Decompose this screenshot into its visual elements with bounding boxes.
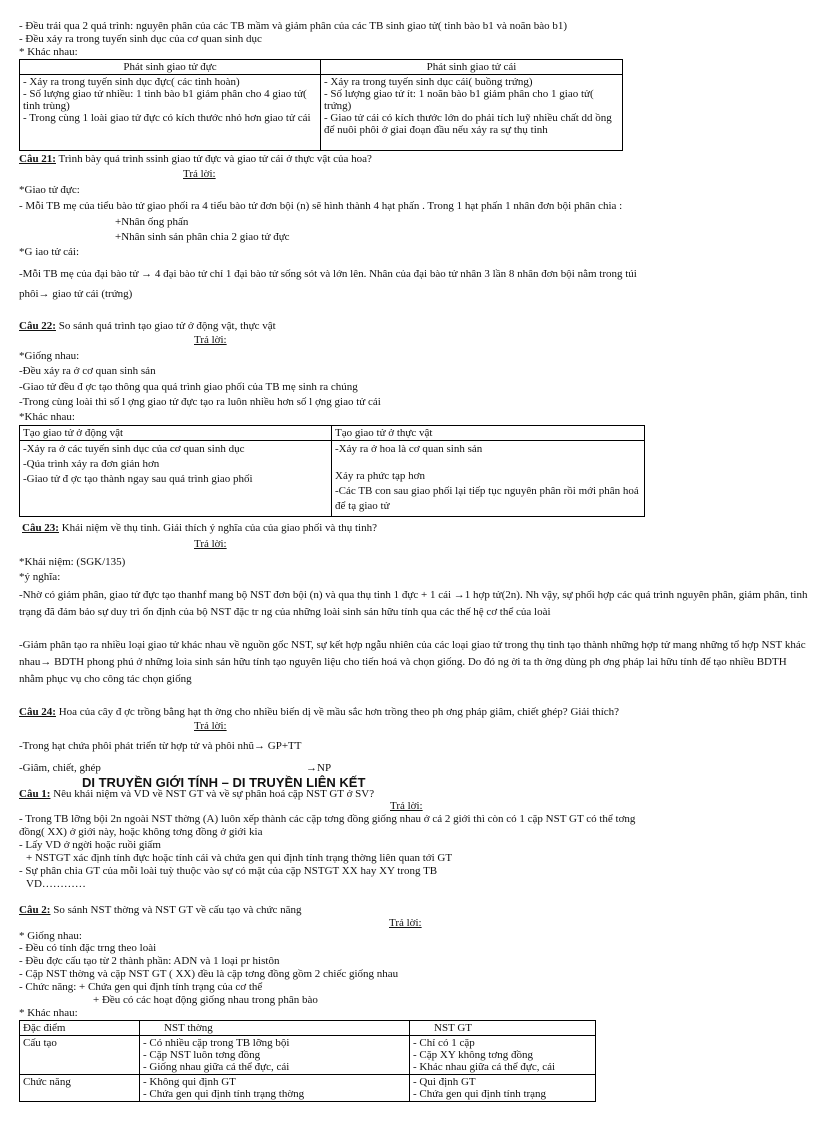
text-line: -Giao tử đều đ ợc tạo thông qua quá trình giao phối của TB mẹ sinh ra chúng: [19, 381, 358, 393]
question-24: Câu 24: Hoa của cây đ ợc trồng bằng hạt th ờng cho nhiều biến dị về mầu sắc hơn trồng theo ph ơng pháp giâm, chiết ghép? Giải thích?: [19, 706, 620, 718]
section-title: DI TRUYỀN GIỚI TÍNH – DI TRUYỀN LIÊN KẾT: [82, 775, 366, 790]
table-cell: -Xảy ra ở các tuyến sinh dục của cơ quan sinh dục -Qúa trình xảy ra đơn giản hơn -Giao tử đ ợc tạo thành ngay sau quá trình giao phối: [20, 441, 332, 517]
table-cell: - Xảy ra trong tuyến sinh dục cái( buồng trứng) - Số lượng giao tử ít: 1 noãn bào b1 giảm phân cho 1 giao tử( trứng) - Giao tử cái có kích thước lớn do phải tích luỹ nhiều chất dd ồng để nuôi phôi ở giai đoạn đầu nếu xảy ra sự thụ tinh: [321, 75, 623, 151]
text-line: * Khác nhau:: [19, 1007, 78, 1019]
answer-label: Trả lời:: [389, 917, 422, 929]
text-line: - Cặp NST thờng và cặp NST GT ( XX) đều là cặp tơng đồng gồm 2 chiếc giống nhau: [19, 968, 399, 980]
table-cell: - Qui định GT - Chứa gen qui định tính trạng: [410, 1075, 596, 1102]
text-line: - Trong TB lỡng bội 2n ngoài NST thờng (A) luôn xếp thành các cặp tơng đồng giống nhau ở cả 2 giới thì còn có 1 cặp NST GT có thể tơng: [19, 813, 636, 825]
text-line: -Mỗi TB mẹ của đại bào tử → 4 đại bào tử chỉ 1 đại bào tử sống sót và lớn lên. Nhân của đại bào tử nhân 3 lần 8 nhân đơn bội nằm trong túi: [19, 268, 637, 280]
comparison-table-gametogenesis: [19, 59, 623, 151]
text-line: * Khác nhau:: [19, 46, 78, 58]
text-line: -Trong hạt chứa phôi phát triển từ hợp tử và phôi nhũ→ GP+TT: [19, 740, 302, 752]
table-header: Tạo giao tử ở động vật: [20, 426, 332, 441]
question-21: Câu 21: Trình bày quá trình ssinh giao tử đực và giao tử cái ở thực vật của hoa?: [19, 153, 372, 165]
text-line: *Khác nhau:: [19, 411, 75, 423]
text-line: -Trong cùng loài thì số l ợng giao tử đực tạo ra luôn nhiều hơn số l ợng giao tử cái: [19, 396, 381, 408]
table-cell: Chức năng: [20, 1075, 140, 1102]
question-1: Câu 1: Nêu khái niệm và VD về NST GT và về sự phân hoá cặp NST GT ở SV?: [19, 788, 375, 800]
text-line: +Nhân sinh sản phân chia 2 giao tử đực: [115, 231, 290, 243]
table-cell: Cấu tạo: [20, 1036, 140, 1075]
table-cell: -Xảy ra ở hoa là cơ quan sinh sản Xảy ra phức tạp hơn -Các TB con sau giao phối lại tiếp tục nguyên phân rồi mới phân hoá để tạ giao tử: [332, 441, 645, 517]
text-line: đồng( XX) ở giới này, hoặc không tơng đồng ở giới kia: [19, 826, 263, 838]
text-line: *G iao tử cái:: [19, 246, 80, 258]
paragraph: -Giảm phân tạo ra nhiều loại giao tử khác nhau về nguồn gốc NST, sự kết hợp ngẫu nhiên của các loại giao tử trong thụ tinh tạo thành những hợp tử mang những tổ hợp NST khác nhau→ BDTH phong phú ở những loìa sinh sản hữu tính tạo nguyên liệu cho tiến hoá và chọn giống. Do đó ng ời ta th ờng dùng ph ơng pháp lai hữu tính để tạo nhiều BDTH nhằm phục vụ cho công tác chọn giống: [19, 639, 806, 685]
paragraph: -Nhờ có giảm phân, giao tử đực tạo thanhf mang bộ NST đơn bội (n) và qua thụ tinh 1 đực + 1 cái →1 hợp tử(2n). Nh vậy, sự phối hợp các quá trình nguyên phân, giảm phân, tinh trạng đã đảm bảo sự duy trì ổn định của bộ NST đặc tr ng của những loài sinh sản hữu tính qua các thế hệ cơ thể của loài: [19, 589, 808, 618]
table-header: Phát sinh giao tử đực: [20, 60, 321, 75]
text-line: *Khái niệm: (SGK/135): [19, 556, 126, 568]
text-line: - Sự phân chia GT của mỗi loài tuỳ thuộc vào sự có mặt của cặp NSTGT XX hay XY trong TB: [19, 865, 438, 877]
text-line: - Mỗi TB mẹ của tiểu bào tử giao phối ra 4 tiểu bào tử đơn bội (n) sẽ hình thành 4 hạt phấn . Trong 1 hạt phấn 1 nhân đơn bội phân chia :: [19, 200, 623, 212]
text-line: * Giống nhau:: [19, 930, 82, 942]
text-line: VD…………: [26, 878, 86, 890]
answer-label: Trả lời:: [194, 334, 227, 346]
text-line: →NP: [306, 762, 332, 774]
comparison-table-nst: [19, 1020, 596, 1102]
question-2: Câu 2: So sánh NST thờng và NST GT về cấu tạo và chức năng: [19, 904, 302, 916]
text-line: - Chức năng: + Chứa gen qui định tính trạng của cơ thể: [19, 981, 263, 993]
table-cell: - Xảy ra trong tuyến sinh dục đực( các tinh hoàn) - Số lượng giao tử nhiều: 1 tinh bào b1 giảm phân cho 4 giao tử( tinh trùng) - Trong cùng 1 loài giao tử đực có kích thước nhỏ hơn giao tử cái: [20, 75, 321, 151]
question-23: Câu 23: Khái niệm về thụ tinh. Giải thích ý nghĩa của của giao phối và thụ tinh?: [22, 522, 377, 534]
comparison-table-animal-plant: [19, 425, 645, 517]
table-cell: - Chỉ có 1 cặp - Cặp XY không tơng đồng - Khác nhau giữa cá thể đực, cái: [410, 1036, 596, 1075]
text-line: - Đều có tính đặc trng theo loài: [19, 942, 157, 954]
text-line: + NSTGT xác định tính đực hoặc tính cái và chứa gen qui định tính trạng thờng liên quan tới GT: [26, 852, 453, 864]
text-line: *Giống nhau:: [19, 350, 80, 362]
answer-label: Trả lời:: [183, 168, 216, 180]
text-line: - Đều đợc cấu tạo từ 2 thành phần: ADN và 1 loại pr histôn: [19, 955, 280, 967]
table-header: NST GT: [410, 1021, 596, 1036]
text-line: *Giao tử đực:: [19, 184, 80, 196]
table-header: Đặc điểm: [20, 1021, 140, 1036]
text-line: phôi→ giao tử cái (trứng): [19, 288, 133, 300]
question-22: Câu 22: So sánh quá trình tạo giao tử ở động vật, thực vật: [19, 320, 276, 332]
text-line: *ý nghĩa:: [19, 571, 61, 583]
table-header: Phát sinh giao tử cái: [321, 60, 623, 75]
text-line: - Đều xảy ra trong tuyến sinh dục của cơ quan sinh dục: [19, 33, 262, 45]
answer-label: Trả lời:: [194, 538, 227, 550]
text-line: -Giâm, chiết, ghép: [19, 762, 101, 774]
table-header: NST thờng: [140, 1021, 410, 1036]
table-cell: - Có nhiều cặp trong TB lỡng bội - Cặp NST luôn tơng đồng - Giống nhau giữa cá thể đực, cái: [140, 1036, 410, 1075]
answer-label: Trả lời:: [194, 720, 227, 732]
text-line: - Lấy VD ở ngời hoặc ruồi giấm: [19, 839, 161, 851]
table-cell: - Không qui định GT - Chứa gen qui định tính trạng thờng: [140, 1075, 410, 1102]
text-line: + Đều có các hoạt động giống nhau trong phân bào: [93, 994, 318, 1006]
table-header: Tạo giao tử ở thực vật: [332, 426, 645, 441]
answer-label: Trả lời:: [390, 800, 423, 812]
text-line: +Nhân ống phấn: [115, 216, 189, 228]
text-line: - Đều trải qua 2 quá trình: nguyên phân của các TB mầm và giảm phân của các TB sinh giao tử( tinh bào b1 và noãn bào b1): [19, 20, 568, 32]
text-line: -Đều xảy ra ở cơ quan sinh sản: [19, 365, 156, 377]
